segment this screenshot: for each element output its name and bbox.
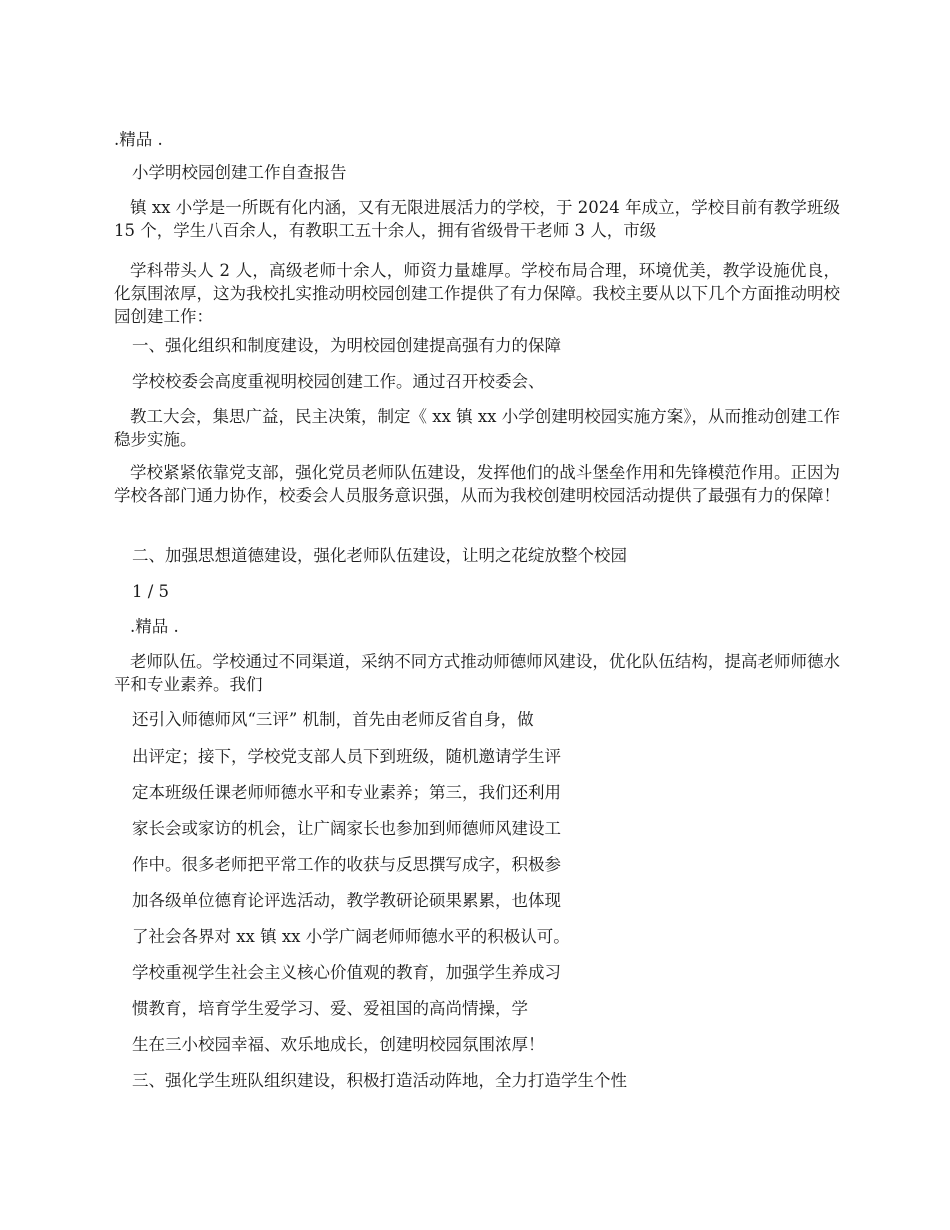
paragraph-1: 镇 xx 小学是一所既有化内涵，又有无限进展活力的学校，于 2024 年成立，学校目前有教学班级 15 个，学生八百余人，有教职工五十余人，拥有省级骨干老师 3 人，市级	[114, 198, 840, 240]
paragraph-2: 学科带头人 2 人，高级老师十余人，师资力量雄厚。学校布局合理，环境优美，教学设施优良，化氛围浓厚，这为我校扎实推动明校园创建工作提供了有力保障。我校主要从以下几个方面推动明校园创建工作：	[114, 261, 840, 326]
section-heading-3: 三、强化学生班队组织建设，积极打造活动阵地，全力打造学生个性	[132, 1071, 627, 1090]
text-line: 出评定；接下，学校党支部人员下到班级，随机邀请学生评	[132, 747, 561, 766]
text-line: 定本班级任课老师师德水平和专业素养；第三，我们还利用	[132, 783, 561, 802]
text-line: 加各级单位德育论评选活动，教学教研论硕果累累，也体现	[132, 891, 561, 910]
section-heading-1: 一、强化组织和制度建设，为明校园创建提高强有力的保障	[132, 336, 561, 355]
text-line: 还引入师德师风“三评” 机制，首先由老师反省自身，做	[132, 710, 534, 729]
page-number: 1 / 5	[132, 582, 170, 601]
text-line: 学校重视学生社会主义核心价值观的教育，加强学生养成习	[132, 963, 561, 982]
text-line: 了社会各界对 xx 镇 xx 小学广阔老师师德水平的积极认可。	[132, 927, 570, 946]
page-header: .精品 .	[114, 130, 163, 149]
document-title: 小学明校园创建工作自查报告	[132, 163, 347, 182]
paragraph-3: 学校校委会高度重视明校园创建工作。通过召开校委会、	[132, 372, 545, 391]
page-header: .精品 .	[130, 617, 179, 636]
text-line: 生在三小校园幸福、欢乐地成长，创建明校园氛围浓厚！	[132, 1035, 545, 1054]
paragraph-5: 学校紧紧依靠党支部，强化党员老师队伍建设，发挥他们的战斗堡垒作用和先锋模范作用。正因为学校各部门通力协作，校委会人员服务意识强，从而为我校创建明校园活动提供了最强有力的保障！	[114, 463, 840, 505]
section-heading-2: 二、加强思想道德建设，强化老师队伍建设，让明之花绽放整个校园	[132, 546, 627, 565]
text-line: 惯教育，培育学生爱学习、爱、爱祖国的高尚情操，学	[132, 999, 528, 1018]
paragraph-4: 教工大会，集思广益，民主决策，制定《 xx 镇 xx 小学创建明校园实施方案》，从而推动创建工作稳步实施。	[114, 407, 840, 449]
text-line: 作中。很多老师把平常工作的收获与反思撰写成字，积极参	[132, 855, 561, 874]
text-line: 家长会或家访的机会，让广阔家长也参加到师德师风建设工	[132, 819, 561, 838]
paragraph-6: 老师队伍。学校通过不同渠道，采纳不同方式推动师德师风建设，优化队伍结构，提高老师师德水平和专业素养。我们	[114, 652, 840, 694]
